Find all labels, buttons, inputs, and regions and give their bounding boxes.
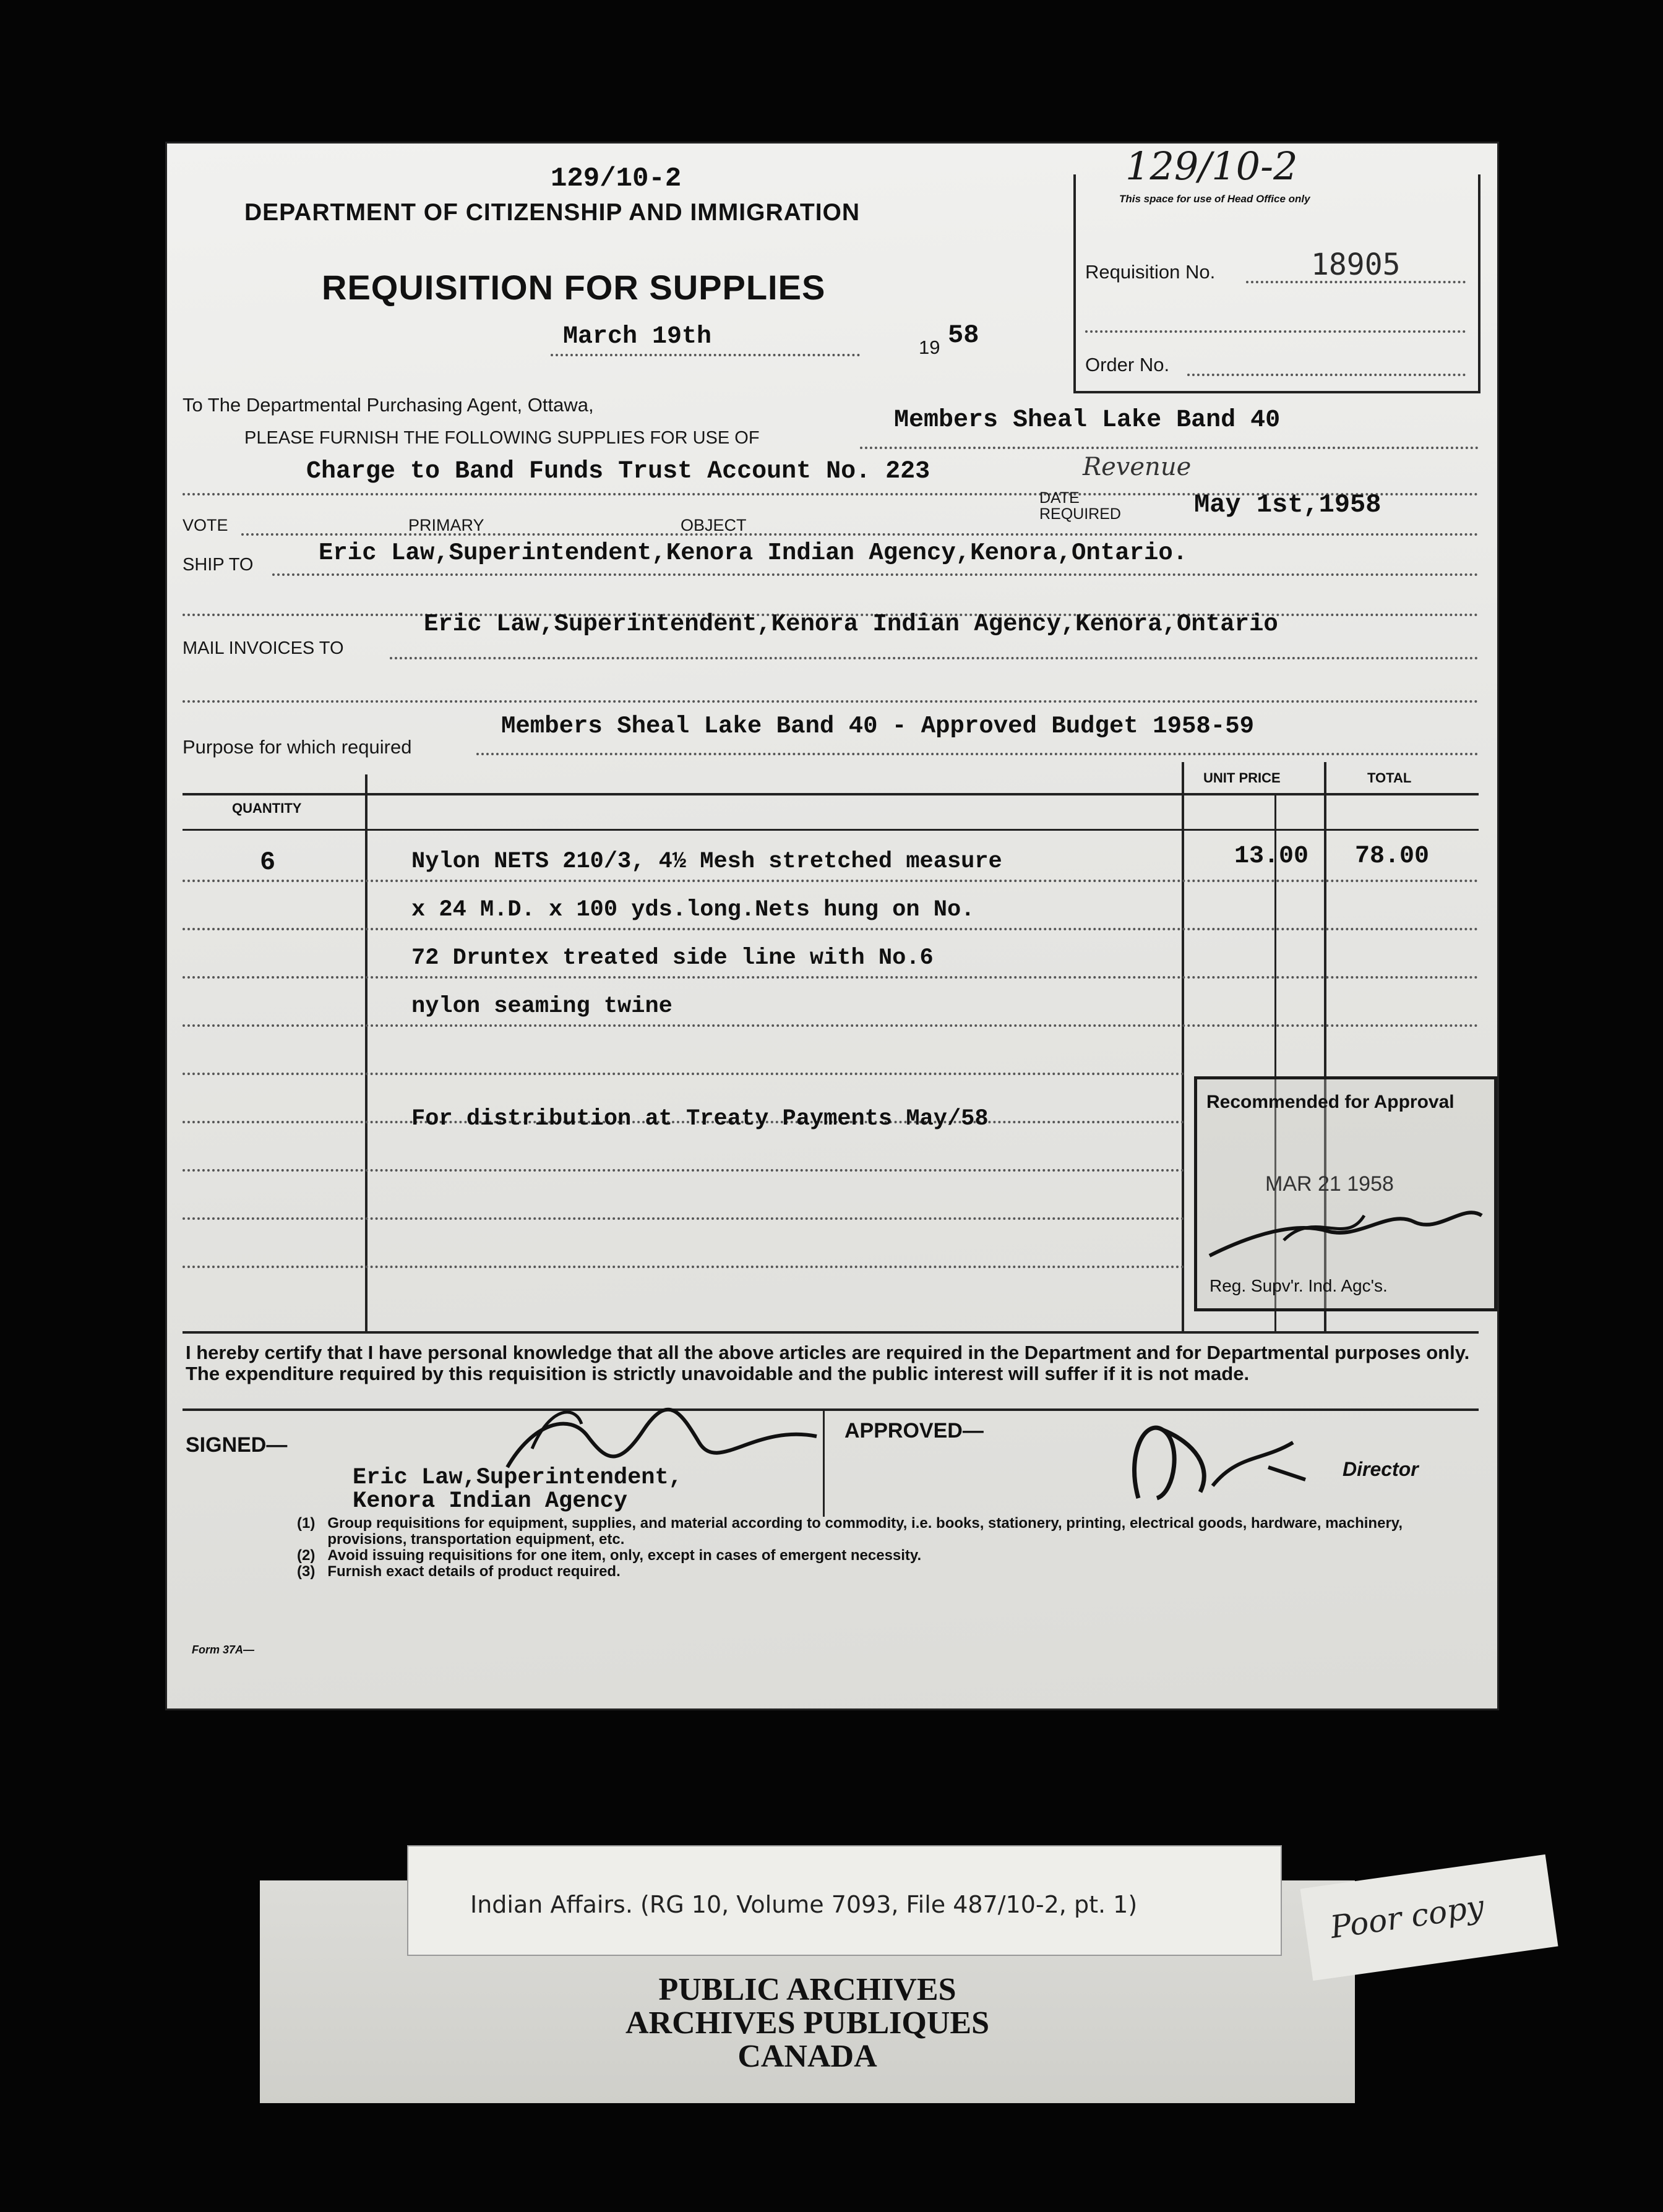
- archive-stamp: [260, 1973, 1355, 2073]
- form-date-day: March 19th: [563, 323, 712, 351]
- date-required-label: DATE REQUIRED: [1039, 489, 1121, 523]
- item-description-line: 72 Druntex treated side line with No.6: [411, 945, 934, 971]
- stamp-date: MAR 21 1958: [1265, 1172, 1394, 1196]
- ship-to-value: Eric Law,Superintendent,Kenora Indian Agency,Kenora,Ontario.: [319, 539, 1188, 567]
- total-header: TOTAL: [1367, 770, 1412, 786]
- approval-stamp: [1194, 1076, 1497, 1311]
- distribution-note: For distribution at Treaty Payments May/58: [411, 1106, 989, 1132]
- object-label: OBJECT: [681, 516, 747, 534]
- item-description-line: x 24 M.D. x 100 yds.long.Nets hung on No.: [411, 897, 975, 923]
- furnish-label: PLEASE FURNISH THE FOLLOWING SUPPLIES FOR USE OF: [244, 428, 760, 448]
- item-unit-price: 13.00: [1234, 842, 1309, 870]
- footnote: (2) Avoid issuing requisitions for one item, only, except in cases of emergent necessity.: [297, 1547, 922, 1564]
- charge-note: Revenue: [1083, 453, 1192, 481]
- item-quantity: 6: [260, 847, 276, 877]
- poor-copy-note: Poor copy: [1328, 1888, 1487, 1946]
- addressee-line: To The Departmental Purchasing Agent, Ottawa,: [183, 394, 594, 416]
- form-number: Form 37A—: [192, 1644, 255, 1656]
- requisition-number-label: Requisition No.: [1085, 261, 1216, 283]
- ship-to-label: SHIP TO: [183, 555, 254, 575]
- approved-label: APPROVED—: [844, 1419, 984, 1443]
- stamp-signature: [1203, 1197, 1488, 1265]
- head-office-box: [1073, 144, 1480, 393]
- signer-line: Eric Law,Superintendent,: [353, 1465, 682, 1491]
- requisition-form: [167, 144, 1497, 1708]
- requisition-number: 18905: [1311, 247, 1401, 282]
- primary-label: PRIMARY: [408, 516, 484, 534]
- charge-account: Charge to Band Funds Trust Account No. 223: [306, 458, 930, 486]
- department-name: DEPARTMENT OF CITIZENSHIP AND IMMIGRATION: [244, 199, 861, 226]
- form-date-year: 58: [948, 320, 979, 350]
- archive-reference-strip: [408, 1846, 1281, 1955]
- item-description-line: Nylon NETS 210/3, 4½ Mesh stretched measure: [411, 849, 1002, 875]
- mail-invoices-label: MAIL INVOICES TO: [183, 638, 344, 658]
- quantity-header: QUANTITY: [232, 800, 302, 816]
- form-title: REQUISITION FOR SUPPLIES: [322, 268, 826, 307]
- certification-text: I hereby certify that I have personal knowledge that all the above articles are required in the Department and for Departmental purposes only. The expenditure required by this requisition is strictly unavoidable and the public interest will suffer if it is not made.: [186, 1342, 1470, 1384]
- poor-copy-tag: [1300, 1854, 1558, 1981]
- handwritten-file-ref: 129/10-2: [1125, 144, 1298, 189]
- purpose-value: Members Sheal Lake Band 40 - Approved Budget 1958-59: [501, 713, 1254, 740]
- purpose-label: Purpose for which required: [183, 736, 412, 758]
- signer-line: Kenora Indian Agency: [353, 1488, 628, 1514]
- stamp-signature-title: Reg. Supv'r. Ind. Agc's.: [1210, 1276, 1388, 1295]
- archive-line: ARCHIVES PUBLIQUES: [625, 2005, 990, 2041]
- footnotes: [297, 1515, 1479, 1580]
- form-date-year-prefix: 19: [919, 337, 940, 358]
- item-description-line: nylon seaming twine: [411, 993, 673, 1019]
- archive-reference: Indian Affairs. (RG 10, Volume 7093, File 487/10-2, pt. 1): [470, 1891, 1138, 1918]
- item-total: 78.00: [1355, 842, 1430, 870]
- director-label: Director: [1343, 1458, 1419, 1480]
- head-office-note: This space for use of Head Office only: [1119, 193, 1310, 205]
- signer-name-block: [353, 1466, 682, 1513]
- director-signature: [1120, 1405, 1324, 1511]
- archive-line: CANADA: [737, 2039, 877, 2074]
- stamp-title: Recommended for Approval: [1206, 1092, 1455, 1112]
- file-reference: 129/10-2: [551, 163, 682, 194]
- archive-line: PUBLIC ARCHIVES: [658, 1972, 956, 2007]
- footnote: (1) Group requisitions for equipment, supplies, and material according to commodity, i.e. books, stationery, printing, electrical goods, hardware, machinery, provisions, transportation equipment, etc.: [297, 1515, 1403, 1548]
- unit-price-header: UNIT PRICE: [1203, 770, 1281, 786]
- signed-label: SIGNED—: [186, 1433, 288, 1457]
- order-number-label: Order No.: [1085, 354, 1170, 375]
- furnish-value: Members Sheal Lake Band 40: [894, 406, 1281, 434]
- vote-label: VOTE: [183, 516, 228, 534]
- date-required-value: May 1st,1958: [1194, 490, 1382, 520]
- mail-invoices-value: Eric Law,Superintendent,Kenora Indian Agency,Kenora,Ontario: [424, 611, 1278, 638]
- footnote: (3) Furnish exact details of product required.: [297, 1563, 621, 1580]
